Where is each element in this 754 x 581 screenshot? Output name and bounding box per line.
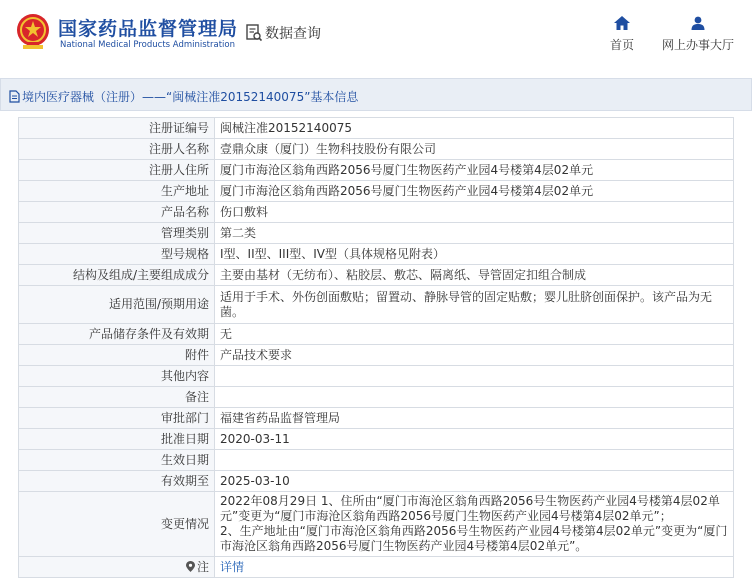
field-label: 其他内容 bbox=[19, 366, 215, 387]
table-row bbox=[19, 429, 734, 450]
table-row bbox=[19, 492, 734, 557]
table-row bbox=[19, 160, 734, 181]
table-row bbox=[19, 202, 734, 223]
table-row bbox=[19, 265, 734, 286]
nav-home[interactable] bbox=[607, 16, 637, 53]
field-value: 适用于手术、外伤创面敷贴；留置动、静脉导管的固定贴敷；婴儿肚脐创面保护。该产品为无菌。 bbox=[215, 286, 734, 324]
field-value bbox=[215, 450, 734, 471]
field-value: 福建省药品监督管理局 bbox=[215, 408, 734, 429]
brand-title[interactable]: 国家药品监督管理局 bbox=[58, 18, 239, 40]
field-label: 管理类别 bbox=[19, 223, 215, 244]
field-value: 厦门市海沧区翁角西路2056号厦门生物医药产业园4号楼第4层02单元 bbox=[215, 181, 734, 202]
table-row bbox=[19, 450, 734, 471]
document-search-icon bbox=[246, 24, 262, 42]
national-emblem-icon bbox=[15, 12, 51, 52]
field-value: 伤口敷料 bbox=[215, 202, 734, 223]
table-row bbox=[19, 408, 734, 429]
table-row bbox=[19, 118, 734, 139]
field-label: 附件 bbox=[19, 345, 215, 366]
field-label: 产品储存条件及有效期 bbox=[19, 324, 215, 345]
field-label: 批准日期 bbox=[19, 429, 215, 450]
table-row bbox=[19, 366, 734, 387]
field-label: 产品名称 bbox=[19, 202, 215, 223]
brand-subtitle: National Medical Products Administration bbox=[60, 40, 235, 50]
field-label: 注册人名称 bbox=[19, 139, 215, 160]
field-label: 结构及组成/主要组成成分 bbox=[19, 265, 215, 286]
home-icon bbox=[614, 16, 630, 30]
breadcrumb-text: 境内医疗器械（注册）——“闽械注准20152140075”基本信息 bbox=[22, 90, 359, 104]
site-header bbox=[0, 0, 754, 68]
table-row bbox=[19, 471, 734, 492]
field-label: 型号规格 bbox=[19, 244, 215, 265]
field-value: 主要由基材（无纺布）、粘胶层、敷芯、隔离纸、导管固定扣组合制成 bbox=[215, 265, 734, 286]
nav-online-service[interactable] bbox=[660, 16, 736, 53]
table-row bbox=[19, 244, 734, 265]
table-row bbox=[19, 223, 734, 244]
note-label-cell bbox=[19, 557, 215, 578]
pin-icon bbox=[186, 561, 195, 572]
document-icon bbox=[9, 90, 20, 103]
field-label: 生效日期 bbox=[19, 450, 215, 471]
table-row bbox=[19, 345, 734, 366]
field-label: 审批部门 bbox=[19, 408, 215, 429]
field-label: 生产地址 bbox=[19, 181, 215, 202]
field-value: 2022年08月29日 1、住所由“厦门市海沧区翁角西路2056号生物医药产业园4号楼第4层02单元”变更为“厦门市海沧区翁角西路2056号厦门生物医药产业园4号楼第4层02单元”； 2、生产地址由“厦门市海沧区翁角西路2056号生物医药产业园4号楼第4层02单元”变更为“厦门市海沧区翁角西路2056号厦门生物医药产业园4号楼第4层02单元”。 bbox=[215, 492, 734, 557]
field-label: 注册人住所 bbox=[19, 160, 215, 181]
field-value: 无 bbox=[215, 324, 734, 345]
field-value: I型、II型、III型、IV型（具体规格见附表） bbox=[215, 244, 734, 265]
user-icon bbox=[691, 16, 705, 30]
table-row bbox=[19, 286, 734, 324]
field-label: 变更情况 bbox=[19, 492, 215, 557]
table-row bbox=[19, 557, 734, 578]
field-value bbox=[215, 387, 734, 408]
table-row bbox=[19, 181, 734, 202]
nav-home-label: 首页 bbox=[609, 38, 634, 52]
breadcrumb bbox=[0, 78, 752, 111]
detail-table bbox=[18, 117, 734, 578]
field-value: 壹鼎众康（厦门）生物科技股份有限公司 bbox=[215, 139, 734, 160]
field-value bbox=[215, 366, 734, 387]
table-row bbox=[19, 324, 734, 345]
field-value: 产品技术要求 bbox=[215, 345, 734, 366]
field-value: 2020-03-11 bbox=[215, 429, 734, 450]
module-title: 数据查询 bbox=[265, 26, 321, 42]
field-value: 2025-03-10 bbox=[215, 471, 734, 492]
field-label: 注册证编号 bbox=[19, 118, 215, 139]
field-label: 备注 bbox=[19, 387, 215, 408]
field-value: 厦门市海沧区翁角西路2056号厦门生物医药产业园4号楼第4层02单元 bbox=[215, 160, 734, 181]
field-label: 有效期至 bbox=[19, 471, 215, 492]
table-row bbox=[19, 139, 734, 160]
field-value: 闽械注准20152140075 bbox=[215, 118, 734, 139]
detail-link[interactable]: 详情 bbox=[220, 559, 245, 574]
nav-online-label: 网上办事大厅 bbox=[661, 38, 734, 52]
field-value: 第二类 bbox=[215, 223, 734, 244]
table-row bbox=[19, 387, 734, 408]
field-label: 适用范围/预期用途 bbox=[19, 286, 215, 324]
note-label: 注 bbox=[196, 559, 209, 574]
